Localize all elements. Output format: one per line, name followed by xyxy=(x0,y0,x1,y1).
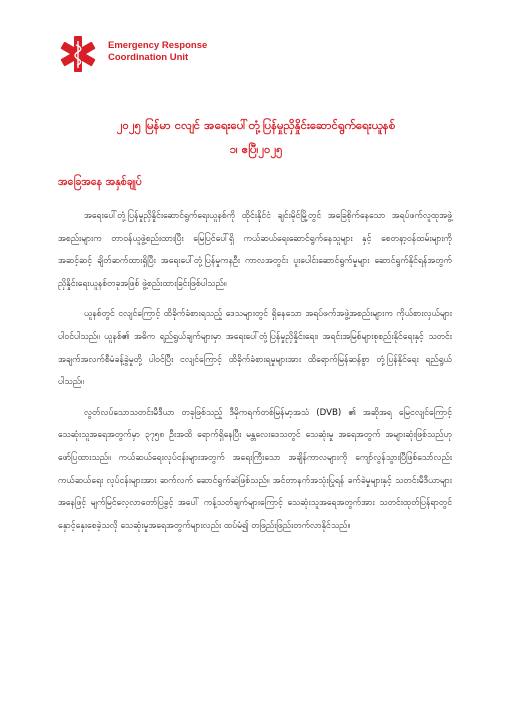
paragraph-3: လွတ်လပ်သောသတင်းမီဒီယာ တခုဖြစ်သည့် ဒီမိုကရက်တစ်မြန်မာ့အသံ (DVB) ၏ အဆိုအရ မြေငလျင်ကြောင့် သေဆုံးသူအရေအတွက်မှာ ၃၇၅၈ ဦးအထိ ရောက်ရှိနေပြီး မန္တလေးဒေသတွင် သေဆုံးမှု အရေအတွက် အများဆုံးဖြစ်သည်ဟု ဖော်ပြထားသည်။ ကယ်ဆယ်ရေးလုပ်ငန်းများအတွက် အရေးကြီးသော အချိန်ကာလများကို ကျော်လွန်သွားပြီဖြစ်သော်လည်း ကယ်ဆယ်ရေး လုပ်ငန်းများအား ဆက်လက် ဆောင်ရွက်ဆဲဖြစ်သည်။ အင်တာနက်အသုံးပြုရန် ခက်ခဲမှုများနှင့် သတင်းမီဒီယာများအနေဖြင့် မျက်မြင်လေ့လာတော်ပြခွင့် အပေါ် ကန့်သတ်ချက်များကြောင့် သေဆုံးသူအရေအတွက်အား သတင်းထုတ်ပြန်ရာတွင် နှောင့်နှေးစေခဲ့သလို သေဆုံးမှုအရေအတွက်များလည်း ထပ်မံ၍ တဖြည်းဖြည်းတက်လာနိုင်သည်။ xyxy=(58,407,452,531)
section-heading: အခြေအနေ အနှစ်ချုပ် xyxy=(58,176,142,188)
paragraph-1: အရေးပေါ်တုံ့ပြန်မှုညှိနှိုင်းဆောင်ရွက်ရေးယူနစ်ကို ထိုင်းနိုင်ငံ ချင်းမိုင်မြို့တွင် အခြေစိုက်နေသော အရပ်ဖက်လူထုအဖွဲ့အစည်းများက တာဝန်ယူဖွဲ့စည်းထားပြီး မြေပြင်ပေါ်ရှိ ကယ်ဆယ်ရေးဆောင်ရွက်နေသူများ နှင့် စေတနာ့ဝန်ထမ်းများကို အဆင့်ဆင့် ချိတ်ဆက်ထားရှိပြီး အရေးပေါ်တုံ့ပြန်မှုကနဦး ကာလအတွင်း ပူးပေါင်းဆောင်ရွက်မှုများ ဆောင်ရွက်နိုင်ရန်အတွက် ညှိနှိုင်းရေးယူနစ်တခုအဖြစ် ဖွဲ့စည်းထားခြင်းဖြစ်ပါသည်။ xyxy=(58,211,452,289)
document-date: ၁၊ ဧပြီ၊၂၀၂၅ xyxy=(229,142,283,156)
paragraph-2: ယူနစ်တွင် ငလျင်ကြောင့် ထိခိုက်ခံစားရသည့် ဒေသများတွင် ရှိနေသော အရပ်ဖက်အဖွဲ့အစည်းများက ကိုယ်စားလှယ်များ ပါဝင်ပါသည်။ ယူနစ်၏ အဓိက ရည်ရွယ်ချက်များမှာ အရေးပေါ်တုံ့ပြန်မှုညှိနှိုင်းရေး၊ အရင်းအမြစ်များစုစည်းနိုင်ရေးနှင့် သတင်းအချက်အလက်စီမံခန့်ခွဲမှုတို့ ပါဝင်ပြီး ငလျင်ကြောင့် ထိခိုက်ခံစားရမှုများအား ထိရောက်မြန်ဆန်စွာ တုံ့ပြန်နိုင်ရေး ရည်ရွယ်ပါသည်။ xyxy=(58,309,452,388)
star-of-life-icon xyxy=(58,34,98,74)
document-body xyxy=(58,205,452,545)
org-name-line1: Emergency Response xyxy=(108,40,208,51)
document-title: ၂၀၂၅ မြန်မာ ငလျင် အရေးပေါ်တုံ့ပြန်မှုညှိနှိုင်းဆောင်ရွက်ရေးယူနစ် xyxy=(116,118,396,132)
org-header xyxy=(58,34,318,74)
org-name-line2: Coordination Unit xyxy=(108,52,189,63)
org-name xyxy=(108,40,207,64)
